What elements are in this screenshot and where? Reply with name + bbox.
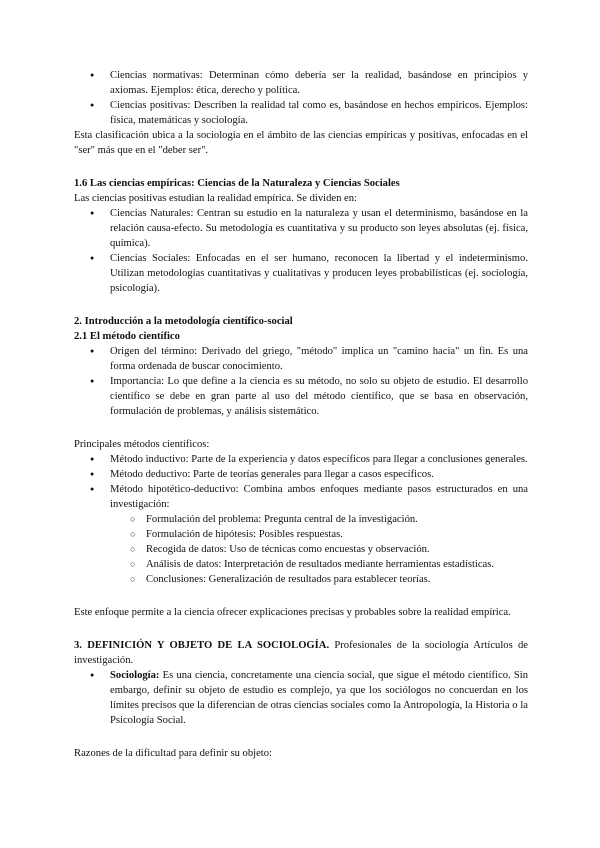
list-item: ● Ciencias Naturales: Centran su estudio en la naturaleza y usan el determinismo, basándose en la relación causa-efecto. Su metodología es cuantitativa y su producto son leyes absolutas (ej. física, química). — [74, 206, 528, 251]
list-item: ● Origen del término: Derivado del griego, "método" implica un "camino hacia" un fin. Es una forma ordenada de buscar conocimiento. — [74, 344, 528, 374]
methods-list — [74, 452, 528, 587]
subsection-heading: 2.1 El método científico — [74, 331, 180, 342]
paragraph: Las ciencias positivas estudian la realidad empírica. Se dividen en: — [74, 193, 357, 204]
definition: Es una ciencia, concretamente una ciencia social, que sigue el método científico. Sin embargo, definir su objeto de estudio es complejo, ya que los sociólogos no concuerdan en los límites precisos que la diferencian de otras ciencias sociales como la Antropología, la Historia o la Psicología Social. — [110, 670, 528, 726]
section-heading-line — [74, 638, 528, 668]
list-item: ● Ciencias positivas: Describen la realidad tal como es, basándose en hechos empíricos. Ejemplos: física, matemáticas y sociología. — [74, 98, 528, 128]
paragraph: Principales métodos científicos: — [74, 439, 210, 450]
list-item — [74, 482, 528, 587]
empirical-sciences-list — [74, 206, 528, 296]
paragraph: Esta clasificación ubica a la sociología en el ámbito de las ciencias empíricas y positivas, enfocadas en el "ser" más que en el "deber ser". — [74, 130, 528, 156]
step-item: ○ Conclusiones: Generalización de resultados para establecer teorías. — [110, 572, 528, 587]
paragraph: Razones de la dificultad para definir su objeto: — [74, 748, 272, 759]
section-heading: 2. Introducción a la metodología científico-social — [74, 316, 293, 327]
section-heading-rest: Profesionales de la sociología Artículos de investigación. — [74, 640, 528, 666]
sociology-definition-list — [74, 668, 528, 728]
paragraph: Este enfoque permite a la ciencia ofrecer explicaciones precisas y probables sobre la realidad empírica. — [74, 607, 511, 618]
section-heading: 3. DEFINICIÓN Y OBJETO DE LA SOCIOLOGÍA. — [74, 640, 330, 651]
list-item-text: Método hipotético-deductivo: Combina ambos enfoques mediante pasos estructurados en una investigación: — [110, 484, 528, 510]
list-item: ● Importancia: Lo que define a la ciencia es su método, no solo su objeto de estudio. El desarrollo científico se debe en gran parte al uso del método científico, que se basa en observación, formulación de problemas, y análisis sistemático. — [74, 374, 528, 419]
list-item: ● Método inductivo: Parte de la experiencia y datos específicos para llegar a conclusiones generales. — [74, 452, 528, 467]
science-types-list — [74, 68, 528, 128]
list-item: ● Método deductivo: Parte de teorías generales para llegar a casos específicos. — [74, 467, 528, 482]
section-heading: 1.6 Las ciencias empíricas: Ciencias de la Naturaleza y Ciencias Sociales — [74, 178, 400, 189]
list-item: ● Ciencias normativas: Determinan cómo debería ser la realidad, basándose en principios y axiomas. Ejemplos: ética, derecho y política. — [74, 68, 528, 98]
step-item: ○ Formulación de hipótesis: Posibles respuestas. — [110, 527, 528, 542]
term: Sociología: — [110, 670, 160, 681]
hypothetico-deductive-steps — [110, 512, 528, 587]
method-info-list — [74, 344, 528, 419]
step-item: ○ Análisis de datos: Interpretación de resultados mediante herramientas estadísticas. — [110, 557, 528, 572]
list-item: ● Ciencias Sociales: Enfocadas en el ser humano, reconocen la libertad y el indeterminismo. Utilizan metodologías cuantitativas y cualitativas y producen leyes probabilísticas (ej. sociología, psicología). — [74, 251, 528, 296]
step-item: ○ Recogida de datos: Uso de técnicas como encuestas y observación. — [110, 542, 528, 557]
list-item — [74, 668, 528, 728]
step-item: ○ Formulación del problema: Pregunta central de la investigación. — [110, 512, 528, 527]
